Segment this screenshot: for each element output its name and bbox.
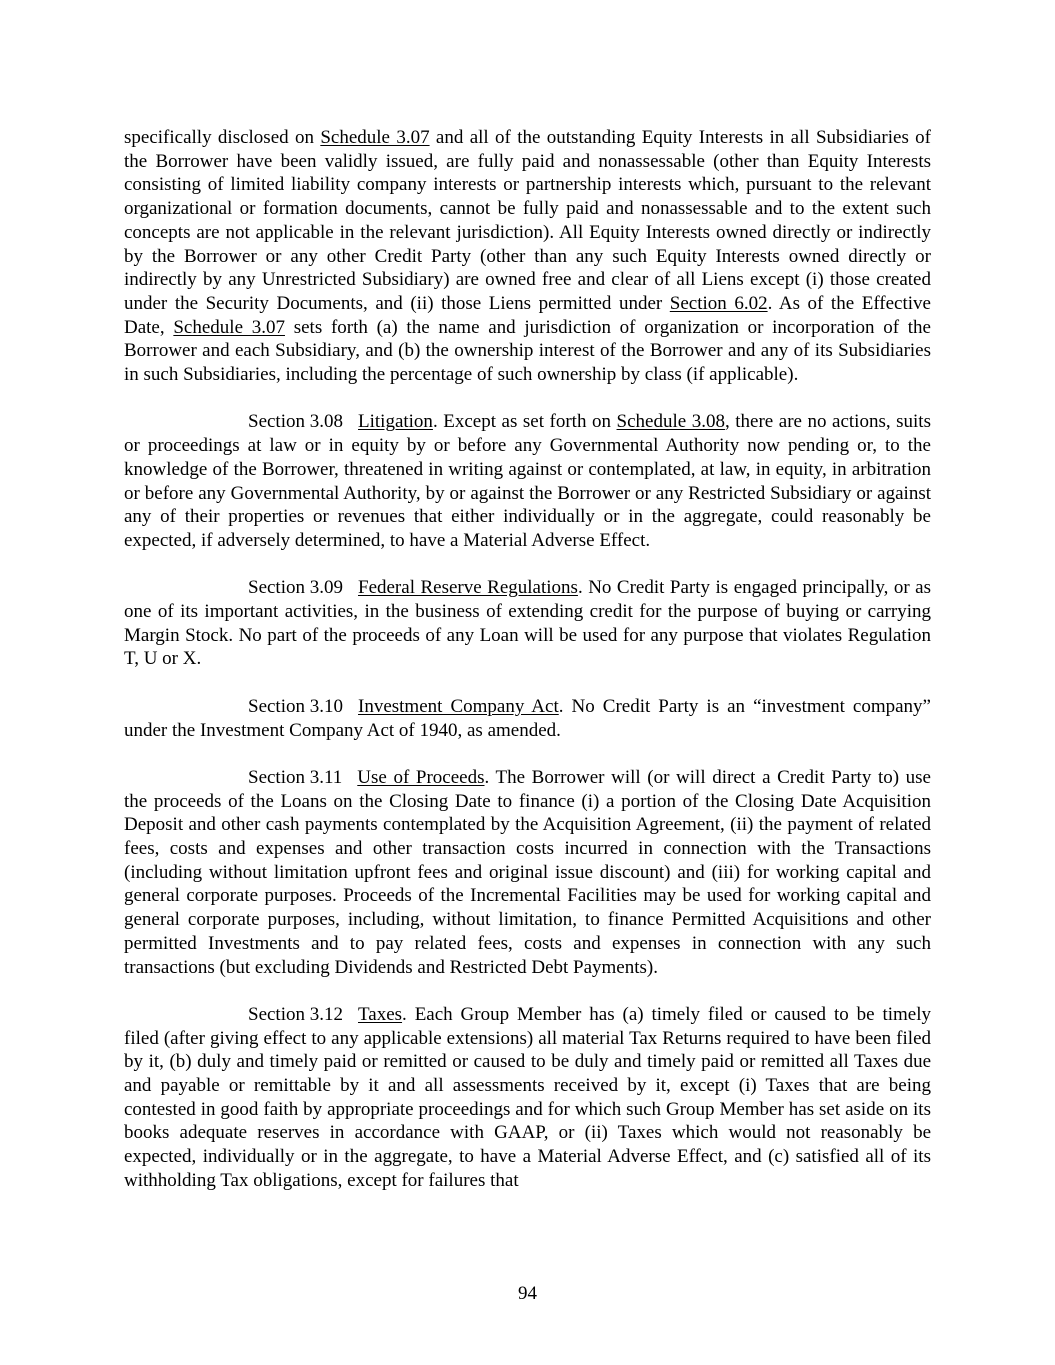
paragraph-text: . No Credit Party is an “investment company” under the Investment Company Act of 1940, as amended. xyxy=(124,695,931,741)
section-3-11-paragraph xyxy=(124,766,931,979)
schedule-3-07-reference: Schedule 3.07 xyxy=(320,127,430,148)
paragraph-3-07-continued xyxy=(124,126,931,387)
paragraph-text: specifically disclosed on xyxy=(124,127,321,148)
section-3-12-paragraph xyxy=(124,1003,931,1193)
section-3-09-paragraph xyxy=(124,576,931,671)
paragraph-text: and all of the outstanding Equity Interests in all Subsidiaries of the Borrower have been validly issued, are fully paid and nonassessable (other than Equity Interests consisting of limited liability company interests or partnership interests which, pursuant to the relevant organizational or formation documents, cannot be fully paid and nonassessable and to the extent such concepts are not applicable in the relevant jurisdiction). All Equity Interests owned directly or indirectly by the Borrower or any other Credit Party (other than any such Equity Interests owned directly or indirectly by any Unrestricted Subsidiary) are owned free and clear of all Liens except (i) those created under the Security Documents, and (ii) those Liens permitted under xyxy=(124,127,932,314)
document-body xyxy=(124,126,931,1193)
section-heading: Taxes xyxy=(358,1003,403,1025)
paragraph-text: . Except as set forth on xyxy=(432,411,617,433)
section-number: Section 3.11 xyxy=(248,766,343,788)
section-number: Section 3.09 xyxy=(248,577,343,599)
schedule-3-08-reference: Schedule 3.08 xyxy=(616,411,725,433)
paragraph-text: , there are no actions, suits or proceedings at law or in equity by or before any Governmental Authority now pending or, to the knowledge of the Borrower, threatened in writing against or contemplated, at law, in equity, in arbitration or before any Governmental Authority, by or against the Borrower or any Restricted Subsidiary or against any of their properties or revenues that either individually or in the aggregate, could reasonably be expected, if adversely determined, to have a Material Adverse Effect. xyxy=(124,411,931,551)
section-3-08-paragraph xyxy=(124,410,931,552)
paragraph-text: . As of the Effective Date, xyxy=(124,292,931,338)
section-number: Section 3.10 xyxy=(248,695,343,717)
page-number: 94 xyxy=(518,1283,537,1304)
paragraph-text: sets forth (a) the name and jurisdiction of organization or incorporation of the Borrower and each Subsidiary, and (b) the ownership interest of the Borrower and any of its Subsidiaries in such Subsidiaries, including the percentage of such ownership by class (if applicable). xyxy=(124,316,931,386)
section-heading: Investment Company Act xyxy=(358,695,559,717)
section-number: Section 3.12 xyxy=(248,1003,343,1025)
paragraph-text: . Each Group Member has (a) timely filed or caused to be timely filed (after giving effect to any applicable extensions) all material Tax Returns required to have been filed by it, (b) duly and timely paid or remitted or caused to be duly and timely paid or remitted all Taxes due and payable or remittable by it and all assessments received by it, except (i) Taxes that are being contested in good faith by appropriate proceedings and for which such Group Member has set aside on its books adequate reserves in accordance with GAAP, or (ii) Taxes which would not reasonably be expected, individually or in the aggregate, to have a Material Adverse Effect, and (c) satisfied all of its withholding Tax obligations, except for failures that xyxy=(124,1003,931,1191)
section-3-10-paragraph xyxy=(124,695,931,742)
paragraph-text: . The Borrower will (or will direct a Credit Party to) use the proceeds of the Loans on the Closing Date to finance (i) a portion of the Closing Date Acquisition Deposit and other cash payments contemplated by the Acquisition Agreement, (ii) the payment of related fees, costs and expenses and other transaction costs incurred in connection with the Transactions (including without limitation upfront fees and original issue discount) and (iii) for working capital and general corporate purposes. Proceeds of the Incremental Facilities may be used for working capital and general corporate purposes, including, without limitation, to finance Permitted Acquisitions and other permitted Investments and to pay related fees, costs and expenses in connection with any such transactions (but excluding Dividends and Restricted Debt Payments). xyxy=(124,766,931,978)
section-heading: Use of Proceeds xyxy=(357,766,485,788)
schedule-3-07-reference: Schedule 3.07 xyxy=(173,316,285,338)
section-6-02-reference: Section 6.02 xyxy=(669,292,768,314)
section-heading: Federal Reserve Regulations xyxy=(358,577,578,599)
section-heading: Litigation xyxy=(358,411,433,433)
section-number: Section 3.08 xyxy=(248,411,343,433)
paragraph-text: . No Credit Party is engaged principally, or as one of its important activities, in the business of extending credit for the purpose of buying or carrying Margin Stock. No part of the proceeds of any Loan will be used for any purpose that violates Regulation T, U or X. xyxy=(124,577,931,670)
